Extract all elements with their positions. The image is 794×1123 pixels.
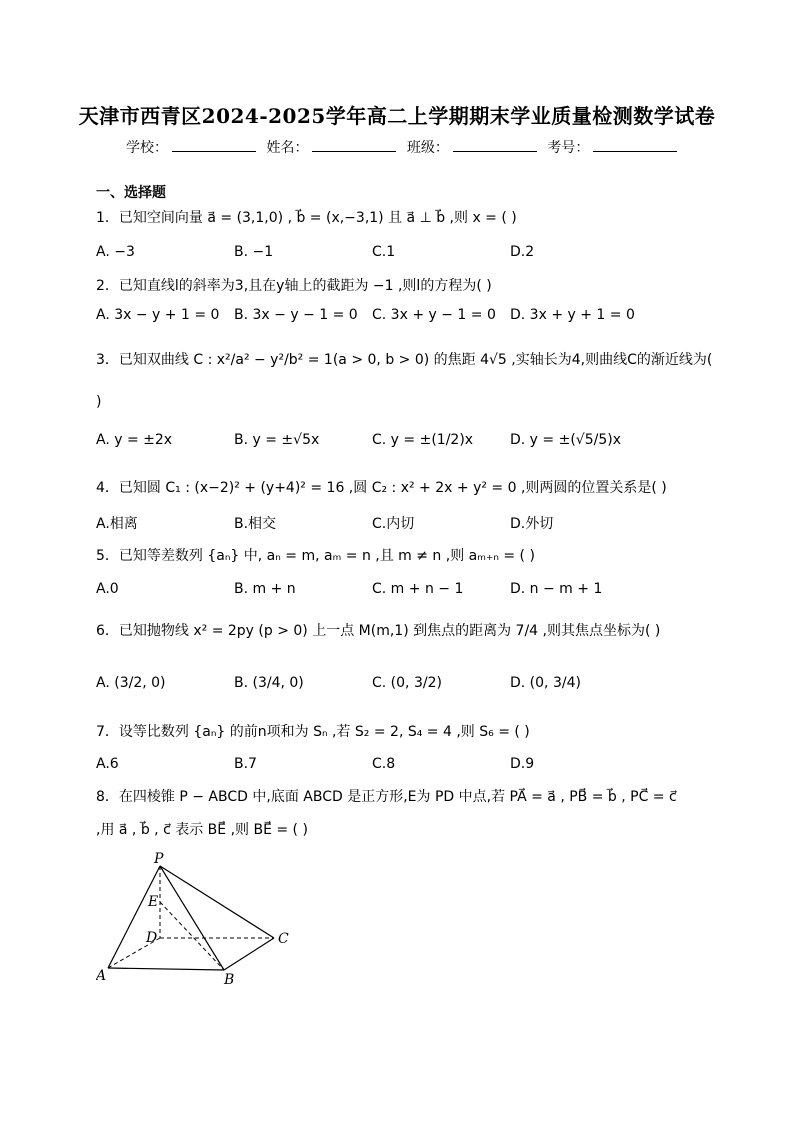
section-heading: 一、选择题 — [96, 185, 166, 201]
name-label: 姓名： — [266, 140, 309, 156]
question-5-option-b: B. m + n — [234, 581, 296, 597]
exam-title: 天津市西青区2024-2025学年高二上学期期末学业质量检测数学试卷 — [78, 104, 716, 128]
question-3-option-b: B. y = ±√5x — [234, 432, 320, 448]
question-6-option-c: C. (0, 3/2) — [372, 675, 442, 691]
question-3-option-c: C. y = ±(1/2)x — [372, 432, 474, 448]
edge-PC — [160, 866, 274, 938]
label-E: E — [148, 894, 159, 910]
question-5-stem: 5．已知等差数列 {aₙ} 中, aₙ = m, aₘ = n ,且 m ≠ n ,则 aₘ₊ₙ = ( ) — [96, 548, 535, 564]
school-label: 学校： — [126, 140, 168, 156]
label-B: B — [224, 972, 235, 988]
question-2-option-c: C. 3x + y − 1 = 0 — [372, 307, 496, 323]
question-4-stem: 4．已知圆 C₁ : (x−2)² + (y+4)² = 16 ,圆 C₂ : x² + 2x + y² = 0 ,则两圆的位置关系是( ) — [96, 480, 667, 496]
question-6-option-a: A. (3/2, 0) — [96, 675, 166, 691]
edge-PB — [160, 866, 224, 970]
question-4-option-d: D.外切 — [510, 516, 554, 532]
question-7-stem: 7．设等比数列 {aₙ} 的前n项和为 Sₙ ,若 S₂ = 2, S₄ = 4 ,则 S₆ = ( ) — [96, 724, 530, 740]
label-D: D — [146, 930, 158, 946]
question-6-option-b: B. (3/4, 0) — [234, 675, 304, 691]
question-3-stem-continued: ) — [96, 394, 102, 410]
label-C: C — [278, 931, 289, 947]
question-7-option-a: A.6 — [96, 756, 119, 772]
question-1-option-d: D.2 — [510, 244, 535, 260]
question-3-option-d: D. y = ±(√5/5)x — [510, 432, 621, 448]
question-7-option-d: D.9 — [510, 756, 535, 772]
class-label: 班级： — [406, 140, 449, 156]
question-7-option-b: B.7 — [234, 756, 257, 772]
question-2-option-a: A. 3x − y + 1 = 0 — [96, 307, 220, 323]
student-info-row — [126, 137, 683, 157]
question-1-option-c: C.1 — [372, 244, 396, 260]
question-1-option-a: A. −3 — [96, 244, 135, 260]
label-A: A — [96, 968, 107, 984]
school-blank[interactable] — [172, 139, 256, 152]
question-6-option-d: D. (0, 3/4) — [510, 675, 581, 691]
question-2-option-d: D. 3x + y + 1 = 0 — [510, 307, 635, 323]
exam-number-blank[interactable] — [593, 139, 677, 152]
exam-number-label: 考号： — [547, 140, 590, 156]
question-2-stem: 2．已知直线l的斜率为3,且在y轴上的截距为 −1 ,则l的方程为( ) — [96, 278, 492, 294]
question-4-option-c: C.内切 — [372, 516, 415, 532]
question-5-option-d: D. n − m + 1 — [510, 581, 603, 597]
question-4-option-a: A.相离 — [96, 516, 138, 532]
question-3-option-a: A. y = ±2x — [96, 432, 173, 448]
pyramid-figure — [96, 850, 296, 990]
label-P: P — [154, 851, 164, 867]
edge-AB — [108, 968, 224, 970]
question-2-option-b: B. 3x − y − 1 = 0 — [234, 307, 358, 323]
question-1-option-b: B. −1 — [234, 244, 274, 260]
question-8-stem-continued: ,用 a⃗ , b⃗ , c⃗ 表示 BE⃗ ,则 BE⃗ = ( ) — [96, 822, 308, 838]
question-3-stem: 3．已知双曲线 C : x²/a² − y²/b² = 1(a > 0, b > 0) 的焦距 4√5 ,实轴长为4,则曲线C的渐近线为( — [96, 352, 713, 368]
question-5-option-c: C. m + n − 1 — [372, 581, 464, 597]
question-5-option-a: A.0 — [96, 581, 119, 597]
class-blank[interactable] — [453, 139, 537, 152]
segment-EB — [160, 902, 224, 970]
edge-BC — [224, 938, 274, 970]
question-8-stem: 8．在四棱锥 P − ABCD 中,底面 ABCD 是正方形,E为 PD 中点,若 PA⃗ = a⃗ , PB⃗ = b⃗ , PC⃗ = c⃗ — [96, 789, 677, 805]
name-blank[interactable] — [312, 139, 396, 152]
question-7-option-c: C.8 — [372, 756, 396, 772]
question-4-option-b: B.相交 — [234, 516, 277, 532]
question-6-stem: 6．已知抛物线 x² = 2py (p > 0) 上一点 M(m,1) 到焦点的距离为 7/4 ,则其焦点坐标为( ) — [96, 623, 661, 639]
question-1-stem: 1．已知空间向量 a⃗ = (3,1,0) , b⃗ = (x,−3,1) 且 a⃗ ⊥ b⃗ ,则 x = ( ) — [96, 210, 517, 226]
